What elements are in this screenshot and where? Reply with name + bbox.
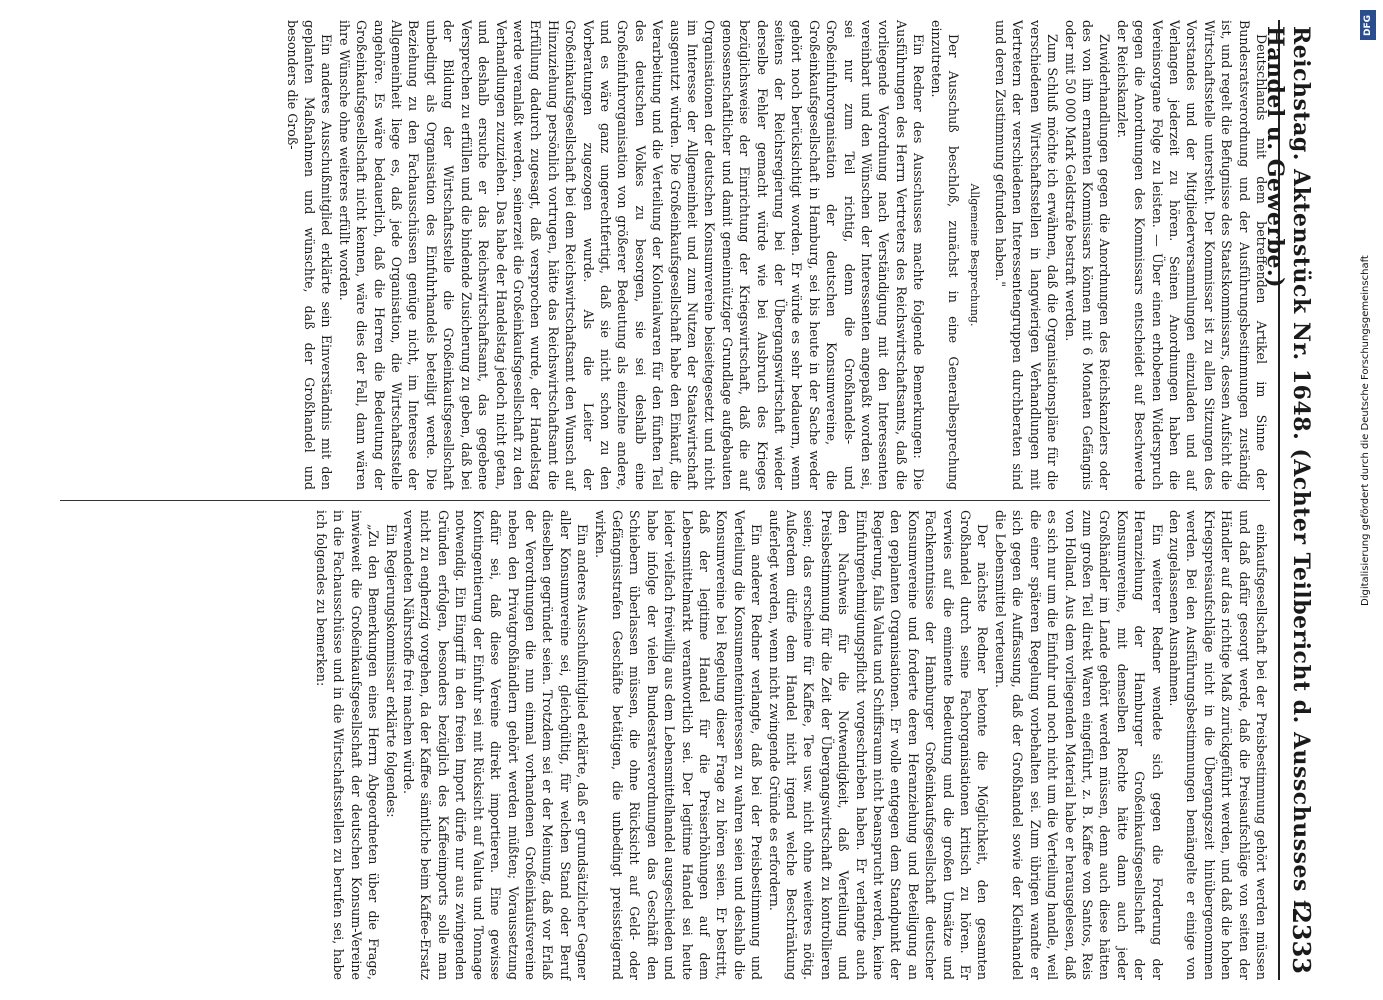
page-header — [1262, 20, 1320, 980]
paragraph: Ein Regierungskommissar erklärte folgendes: — [383, 524, 399, 818]
dfg-logo: DFG — [1360, 10, 1376, 40]
paragraph: Ein anderes Ausschußmitglied erklärte, daß er grundsätzlicher Gegner aller Konsumvereine sei, gleichgültig, für welchen Stand oder Beruf dieselben gegründet seien. Trotzdem sei er der Meinung, daß vor Erlaß der Verordnungen die nun einmal vorhandenen Großeinkaufsvereine neben den Privatgroßhändlern gehört werden müßten; Voraussetzung dafür sei, daß diese Vereine direkt importieren. Eine gewisse Kontingentierung der Einfuhr sei mit Rücksicht auf Valuta und Tonnage notwendig. Ein Eingriff in den freien Import dürfe nur aus zwingenden Gründen erfolgen, besonders bezüglich des Kaffeeimports solle man nicht zu engherzig vorgehen, da der Kaffee sämtliche beim Kaffee-Ersatz verwendeten Nährstoffe frei machen würde. — [401, 510, 591, 980]
text-column-right — [313, 510, 1270, 980]
paragraph: Zum Schluß möchte ich erwähnen, daß die Organisationspläne für die verschiedenen Wirtschaftsstellen in langwierigen Verhandlungen mit Vertretern der verschiedenen Interessentengruppen durchberaten sind und deren Zustimmung gefunden haben." — [992, 20, 1061, 490]
paragraph: Der nächste Redner betonte die Möglichkeit, den gesamten Großhandel durch seine Fachorganisationen kritisch zu hören. Er verwies auf die eminente Bedeutung und die großen Umsätze und Fachkenntnisse der Hamburger Großeinkaufsgesellschaft deutscher Konsumvereine und forderte deren Heranziehung und Beteiligung an den geplanten Organisationen. Er wolle entgegen dem Standpunkt der Regierung, falls Valuta und Schiffsraum nicht beansprucht werden, keine Einfuhrgenehmigungspflicht vorgeschrieben haben. Er verlangte auch den Nachweis für die Notwendigkeit, daß Verteilung und Preisbestimmung für die Zeit der Übergangswirtschaft zu kontrollieren seien; das erscheine für Kaffee, Tee usw. nicht ohne weiteres nötig. Außerdem dürfe dem Handel nicht irgend welche Beschränkung auferlegt werden, wenn nicht zwingende Gründe es erfordern. — [766, 510, 991, 980]
paragraph: Ein Redner des Ausschusses machte folgende Bemerkungen: Die Ausführungen des Herrn Vertreters des Reichswirtschaftsamts, daß die vorliegende Verordnung nach Verständigung mit den Interessenten vereinbart und den Wünschen der Interessenten angepaßt worden sei, sei nur zum Teil richtig, denn die Großhandels- und Großeinfuhrorganisation der deutschen Konsumvereine, die Großeinkaufsgesellschaft in Hamburg, sei bis heute in der Sache weder gehört noch berücksichtigt worden. Er würde es sehr bedauern, wenn seitens der Reichsregierung bei der Übergangswirtschaft wieder derselbe Fehler gemacht würde wie bei Ausbruch des Krieges bezüglichsweise der Einrichtung der Kriegswirtschaft, daß die auf genossenschaftlicher und damit gemeinnütziger Grundlage aufgebauten Organisationen der deutschen Konsumvereine beiseitegesetzt und nicht im Interesse der Allgemeinheit und zum Nutzen der Staatswirtschaft ausgenutzt würden. Die Großeinkaufsgesellschaft habe den Einkauf, die Verarbeitung und die Verteilung der Kolonialwaren für den fünften Teil des deutschen Volkes zu besorgen, sie sei deshalb eine Großeinfuhrorganisation von größerer Bedeutung als einzelne andere, und es wäre ganz ungerechtfertigt, daß sie nicht schon zu den Vorberatungen zugezogen wurde. Als die Leiter der Großeinkaufsgesellschaft bei dem Reichswirtschaftsamt den Wunsch auf Hinzuziehung persönlich vortrugen, hätte das Reichswirtschaftsamt die Erfüllung dadurch zugesagt, daß versprochen wurde, der Handelstag werde veranlaßt werden, seinerzeit die Großeinkaufsgesellschaft zu den Verhandlungen zuzuziehen. Das habe der Handelstag jedoch nicht getan, und deshalb ersuche er das Reichswirtschaftsamt, das gegebene Versprechen zu erfüllen und die bindende Zusicherung zu geben, daß bei der Bildung der Wirtschaftsstelle die Großeinkaufsgesellschaft unbedingt als Organisation des Einfuhrhandels beteiligt werde. Die Beziehung zu den Fachausschüssen genüge nicht, im Interesse der Allgemeinheit liege es, daß jede Organisation, die Wirtschaftsstelle angehöre. Es wäre bedauerlich, daß die Herren die Bedeutung der Großeinkaufsgesellschaft nicht kennen, wäre dies der Fall, dann wären ihre Wünsche ohne weiteres erfüllt worden. — [336, 20, 927, 490]
paragraph: Deutschlands mit dem betreffenden Artikel im Sinne der Bundesratsverordnung und der Ausführungsbestimmungen zuständig ist, und regelt die Befugnisse des Staatskommissars, dessen Aufsicht die Wirtschaftsstelle untersteht. Der Kommissar ist zu allen Sitzungen des Vorstandes und der Mitgliederversammlungen einzuladen und auf Verlangen jederzeit zu hören. Seinen Anordnungen haben die Vereinsorgane Folge zu leisten. — Über einen erhobenen Widerspruch gegen die Anordnungen des Kommissars entscheidet auf Beschwerde der Reichskanzler. — [1114, 20, 1269, 490]
header-title: Reichstag. Aktenstück Nr. 1648. (Achter Teilbericht d. Ausschusses f. Handel u. Gewerbe.) — [1262, 26, 1314, 918]
paragraph: Ein anderes Ausschußmitglied erklärte sein Einverständnis mit den geplanten Maßnahmen und wünschte, daß der Großhandel und besonders die Groß- — [284, 20, 335, 490]
paragraph: einkaufsgesellschaft bei der Preisbestimmung gehört werden müssen und daß dafür gesorgt werde, daß die Preisaufschläge von seiten der Händler auf das richtige Maß zurückgeführt werden, und daß die hohen Kriegspreisaufschläge nicht in die Übergangszeit hinübergenommen werden. Bei den Ausführungsbestimmungen bemängelte er einige von den zugelassenen Ausnahmen. — [1166, 510, 1269, 980]
page-number: 2333 — [1287, 907, 1316, 974]
newspaper-sheet — [50, 20, 1320, 980]
paragraph: Zuwiderhandlungen gegen die Anordnungen des Reichskanzlers oder des von ihm ernannten Kommissars können mit 6 Monaten Gefängnis oder mit 50 000 Mark Geldstrafe bestraft werden. — [1062, 20, 1113, 490]
section-subheading: Allgemeine Besprechung. — [968, 183, 982, 327]
text-column-left — [283, 20, 1270, 490]
paragraph: Der Ausschuß beschloß, zunächst in eine Generalbesprechung einzutreten. — [928, 20, 962, 490]
paragraph: Ein anderer Redner verlangte, daß bei der Preisbestimmung und Verteilung die Konsumenteninteressen zu wahren seien und deshalb die Konsumvereine bei Regelung dieser Frage zu hören seien. Er bestritt, daß der legitime Handel für die Preiserhöhungen auf dem Lebensmittelmarkt verantwortlich sei. Der legitime Handel sei heute leider vielfach freiwillig aus dem Lebensmittelhandel ausgeschieden und habe infolge der vielen Bundesratsverordnungen das Geschäft den Schiebern überlassen müssen, die ohne Rücksicht auf Geld- oder Gefängnisstrafen Geschäfte betätigen, die unbedingt preissteigernd wirken. — [592, 510, 765, 980]
paragraph: Ein weiterer Redner wendete sich gegen die Forderung der Heranziehung der Hamburger Großeinkaufsgesellschaft der Konsumvereine, mit demselben Rechte hätte dann auch jeder Großhändler im Lande gehört werden müssen, denn auch diese hätten zum großen Teil direkt Waren eingeführt, z. B. Kaffee von Santos, Reis von Holland. Aus dem vorliegenden Material habe er herausgelesen, daß es sich nur um die Einfuhr und noch nicht um die Verteilung handle, weil die einer späteren Regelung vorbehalten sei. Zum übrigen wandte er sich gegen die Auffassung, daß der Großhandel sowie der Kleinhandel die Lebensmittel verteuern. — [992, 510, 1165, 980]
digitization-credit: Digitalisierung gefördert durch die Deutsche Forschungsgemeinschaft — [1360, 255, 1371, 606]
column-divider — [60, 500, 1270, 501]
paragraph: „Zu den Bemerkungen eines Herrn Abgeordneten über die Frage, inwieweit die Großeinkaufsgesellschaft der deutschen Konsum-Vereine in die Fachausschüsse und in die Wirtschaftsstellen zu berufen sei, habe ich folgendes zu bemerken: — [314, 510, 382, 980]
